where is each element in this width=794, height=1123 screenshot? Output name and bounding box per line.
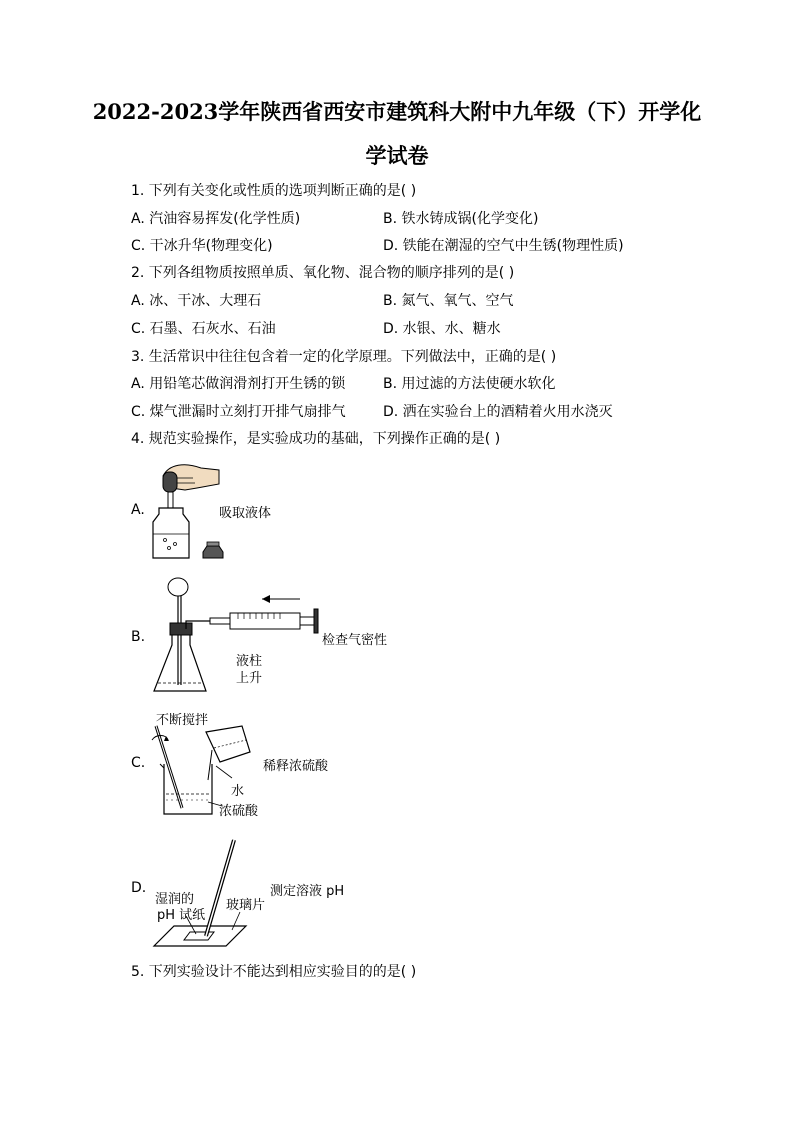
question-3-option-b: B. 用过滤的方法使硬水软化	[383, 376, 556, 392]
question-3-option-d: D. 洒在实验台上的酒精着火用水浇灭	[383, 404, 613, 420]
question-1-option-c: C. 干冰升华(物理变化)	[131, 238, 273, 254]
question-3-stem: 3. 生活常识中往往包含着一定的化学原理。下列做法中，正确的是( )	[131, 349, 557, 365]
figure-b-caption: 检查气密性	[322, 633, 388, 648]
question-2-option-c: C. 石墨、石灰水、石油	[131, 321, 276, 337]
figure-b-label-rise: 上升	[236, 671, 263, 686]
question-2-stem: 2. 下列各组物质按照单质、氧化物、混合物的顺序排列的是( )	[131, 265, 515, 281]
figure-a-letter: A.	[131, 502, 145, 518]
question-4-stem: 4. 规范实验操作，是实验成功的基础，下列操作正确的是( )	[131, 431, 501, 447]
ph-test-illustration	[150, 836, 260, 951]
question-1-option-a: A. 汽油容易挥发(化学性质)	[131, 211, 301, 227]
question-1-option-d: D. 铁能在潮湿的空气中生锈(物理性质)	[383, 238, 624, 254]
figure-b-label-column: 液柱	[236, 654, 263, 669]
figure-c-label-water: 水	[231, 784, 245, 799]
question-5-stem: 5. 下列实验设计不能达到相应实验目的的是( )	[131, 964, 417, 980]
question-1-stem: 1. 下列有关变化或性质的选项判断正确的是( )	[131, 183, 417, 199]
figure-d-label-ph-paper: pH 试纸	[157, 908, 206, 923]
question-2-option-b: B. 氮气、氧气、空气	[383, 293, 514, 309]
question-2-option-d: D. 水银、水、糖水	[383, 321, 501, 337]
figure-c-label-acid: 浓硫酸	[219, 804, 259, 819]
figure-c-label-stir: 不断搅拌	[156, 713, 209, 728]
figure-a-caption: 吸取液体	[219, 506, 272, 521]
question-1-option-b: B. 铁水铸成锅(化学变化)	[383, 211, 539, 227]
exam-title-line1: 2022-2023学年陕西省西安市建筑科大附中九年级（下）开学化	[92, 99, 702, 124]
exam-title-line2: 学试卷	[365, 143, 429, 168]
question-2-option-a: A. 冰、干冰、大理石	[131, 293, 262, 309]
question-3-option-c: C. 煤气泄漏时立刻打开排气扇排气	[131, 404, 346, 420]
figure-c-caption: 稀释浓硫酸	[263, 759, 329, 774]
figure-d-letter: D.	[131, 880, 147, 896]
figure-d-label-glass-plate: 玻璃片	[226, 898, 266, 913]
question-3-option-a: A. 用铅笔芯做润滑剂打开生锈的锁	[131, 376, 346, 392]
figure-c-letter: C.	[131, 755, 146, 771]
figure-b-letter: B.	[131, 629, 146, 645]
figure-d-caption: 测定溶液 pH	[270, 884, 345, 899]
figure-d-label-moist: 湿润的	[155, 892, 195, 907]
